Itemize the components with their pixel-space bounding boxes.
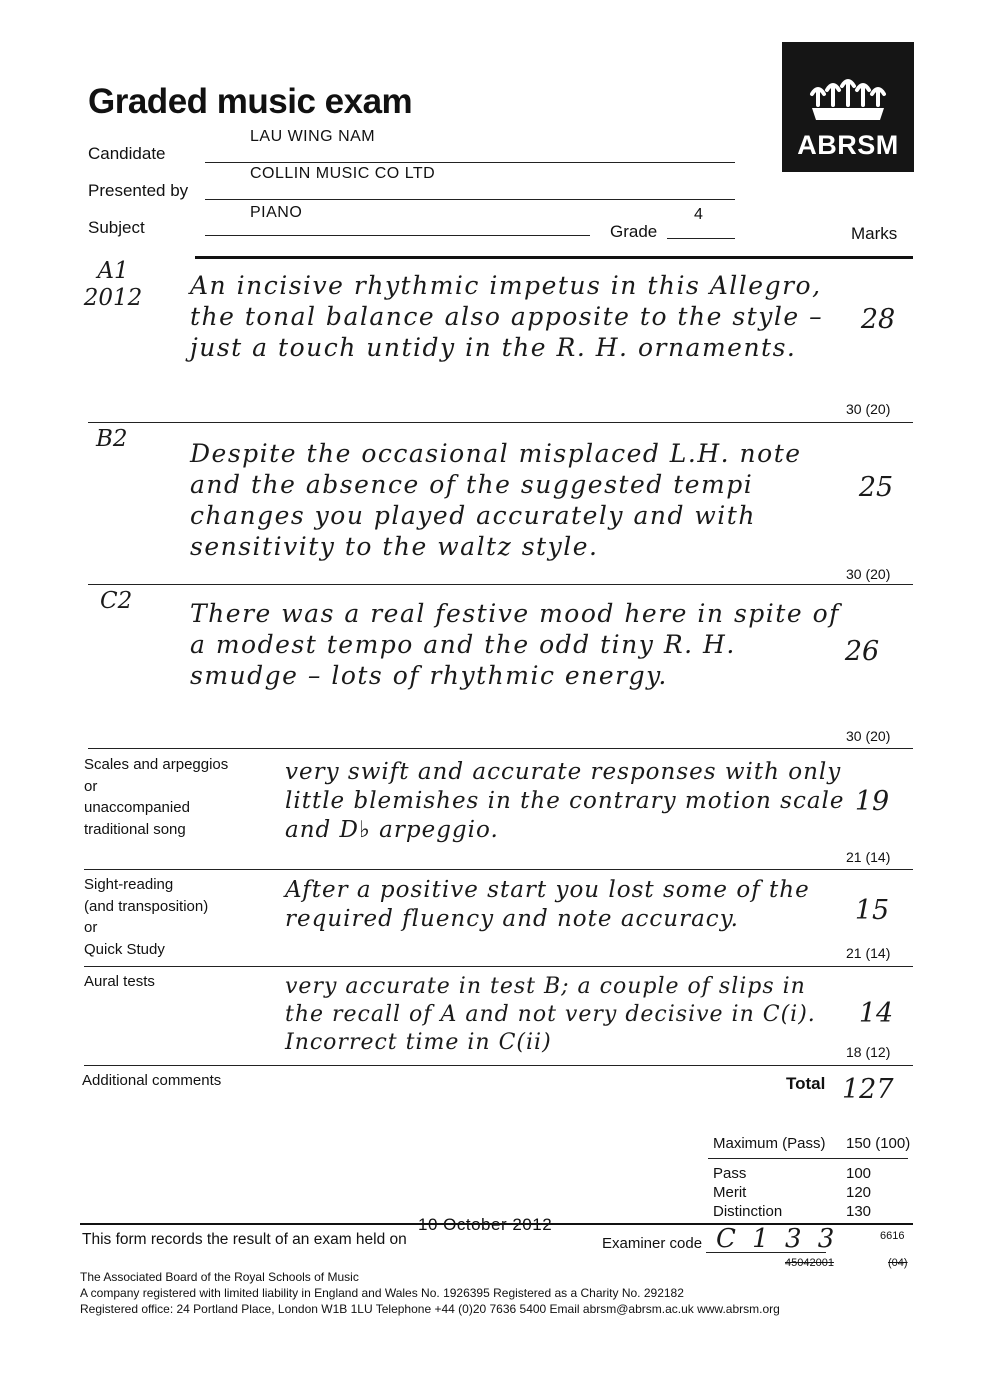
total-value: 127 [842,1074,894,1105]
pass-label: Pass [713,1165,747,1182]
section-b-max: 30 (20) [846,566,891,582]
section-c-label: C2 [100,588,133,614]
sight-reading-comment: After a positive start you lost some of the required fluency and note accuracy. [285,877,810,932]
subject-label: Subject [88,218,145,237]
merit-value: 120 [846,1184,872,1201]
section-b-comment: Despite the occasional misplaced L.H. note and the absence of the suggested tempi changes you played accurately and with sensitivity to the waltz style. [190,439,802,561]
candidate-label: Candidate [88,144,166,163]
scales-mark: 19 [854,786,890,817]
aural-max: 18 (12) [846,1044,891,1060]
abrsm-logo [782,42,914,172]
crown-icon [782,42,914,127]
examiner-code-label: Examiner code [602,1235,703,1252]
section-a-mark: 28 [860,304,896,335]
page-title: Graded music exam [88,82,413,121]
sight-reading-mark: 15 [854,895,890,926]
form-code-suffix: (04) [888,1257,908,1269]
examiner-code: C 1 3 3 [716,1224,839,1254]
scales-max: 21 (14) [846,849,891,865]
logo-text: ABRSM [797,130,899,160]
subject-value: PIANO [250,204,303,221]
grade-label: Grade [610,222,658,241]
presented-by-value: COLLIN MUSIC CO LTD [250,165,436,182]
maximum-pass-label: Maximum (Pass) [713,1135,826,1152]
merit-label: Merit [713,1184,747,1201]
form-code-old: 45042001 [785,1257,834,1269]
org-registration: A company registered with limited liability in England and Wales No. 1926395 Registered as a Charity No. 292182 [80,1286,684,1300]
exam-date: 10 October 2012 [418,1215,553,1234]
total-label: Total [786,1074,826,1093]
section-a-label: A1 2012 [83,258,143,311]
section-b-mark: 25 [858,472,894,503]
grade-value: 4 [694,206,704,223]
aural-comment: very accurate in test B; a couple of slips in the recall of A and not very decisive in C(i). Incorrect time in C(ii) [285,974,816,1055]
pass-value: 100 [846,1165,872,1182]
additional-comments-label: Additional comments [82,1072,222,1089]
aural-mark: 14 [858,998,894,1029]
distinction-value: 130 [846,1203,872,1220]
sight-reading-max: 21 (14) [846,945,891,961]
org-address: Registered office: 24 Portland Place, London W1B 1LU Telephone +44 (0)20 7636 5400 Email abrsm@abrsm.ac.uk www.abrsm.org [80,1302,780,1316]
section-c-max: 30 (20) [846,728,891,744]
distinction-label: Distinction [713,1203,783,1220]
org-name: The Associated Board of the Royal Schools of Music [80,1270,359,1284]
scales-comment: very swift and accurate responses with only little blemishes in the contrary motion scale and D♭ arpeggio. [285,759,845,843]
section-a-max: 30 (20) [846,401,891,417]
record-text: This form records the result of an exam held on [82,1231,407,1248]
sight-reading-label: Sight-reading (and transposition) or Quick Study [84,876,209,958]
maximum-pass-value: 150 (100) [846,1135,911,1152]
marks-label: Marks [851,224,898,243]
scales-label: Scales and arpeggios or unaccompanied traditional song [84,756,229,838]
presented-by-label: Presented by [88,181,189,200]
form-code: 6616 [880,1230,905,1242]
aural-label: Aural tests [84,973,155,990]
section-b-label: B2 [96,426,128,452]
candidate-value: LAU WING NAM [250,128,376,145]
section-c-mark: 26 [844,636,880,667]
section-a-comment: An incisive rhythmic impetus in this Allegro, the tonal balance also apposite to the style – just a touch untidy in the R. H. ornaments. [190,271,824,362]
section-c-comment: There was a real festive mood here in spite of a modest tempo and the odd tiny R. H. smudge – lots of rhythmic energy. [190,599,840,690]
